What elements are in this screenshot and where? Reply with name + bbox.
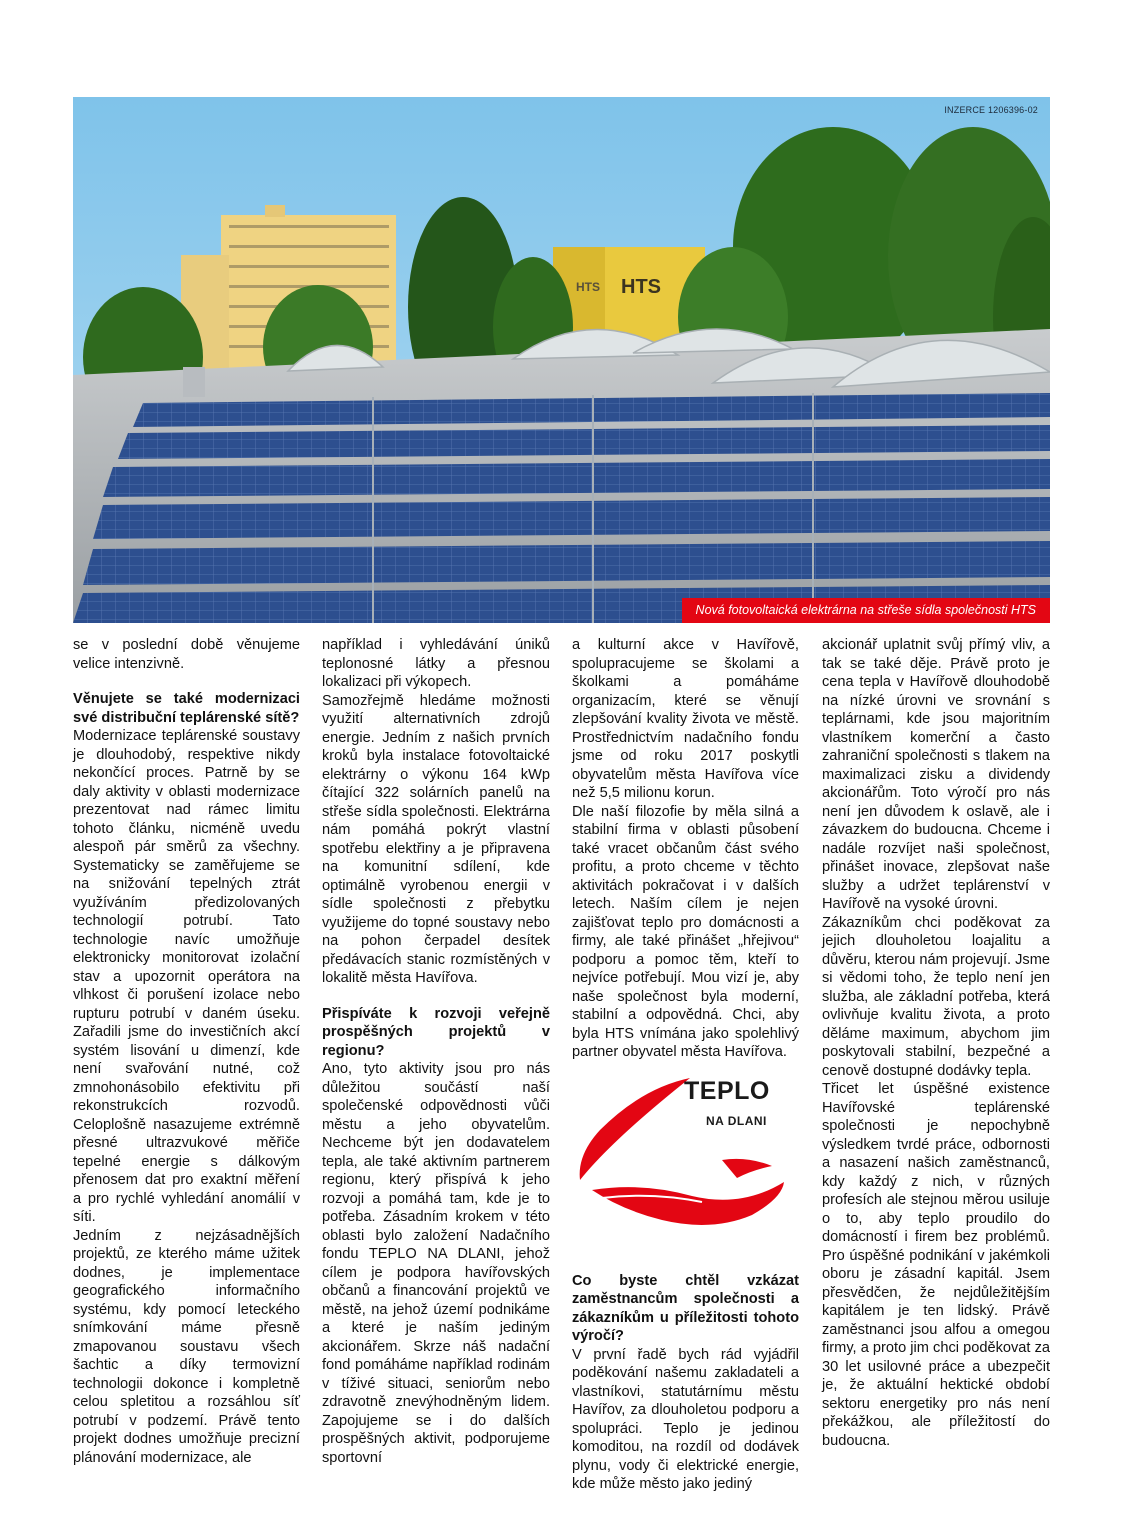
teplo-na-dlani-logo: [572, 1070, 799, 1230]
interview-question: Co byste chtěl vzkázat zaměstnancům společnosti a zákazníkům u příležitosti tohoto výročí?: [572, 1272, 799, 1344]
paragraph: Zákazníkům chci poděkovat za jejich dlouholetou loajalitu a důvěru, kterou nám projevují. Jsme si vědomi toho, že teplo není jen služba, ale základní potřeba, která ovlivňuje kvalitu života, a proto děláme maximum, abychom jim poskytovali stabilní, bezpečné a cenově dostupné dodávky tepla.: [822, 914, 1050, 1079]
paragraph: se v poslední době věnujeme velice intenzivně.: [73, 637, 300, 672]
paragraph: Dle naší filozofie by měla silná a stabilní firma v oblasti působení také vracet občanům část svého profitu, a proto chceme v těchto aktivitách pokračovat i v dalších letech. Naším cílem je nejen zajišťovat teplo pro domácnosti a firmy, ale také přinášet „hřejivou“ podporu a pomoc těm, kteří to nejvíce potřebují. Mou vizí je, aby naše společnost byla moderní, stabilní a odpovědná. Chci, aby byla HTS vnímána jako spolehlivý partner obyvatel města Havířova.: [572, 803, 799, 1060]
ad-identifier: INZERCE 1206396-02: [944, 105, 1038, 115]
solar-roof-illustration: [73, 97, 1050, 623]
paragraph: Třicet let úspěšné existence Havířovské teplárenské společnosti je nepochybně výsledkem tvrdé práce, odbornosti a nasazení našich zaměstnanců, kdy každý z nich, v různých profesích ale stejnou měrou usiluje o to, aby teplo proudilo do domácností i firem bez problémů. Pro úspěšné podnikání v jakémkoli oboru je zásadní kapitál. Jsem přesvědčen, že nejdůležitějším kapitálem je ten lidský. Právě zaměstnanci jsou alfou a omegou firmy, a proto jim chci poděkovat za 30 let usilovné práce a ubezpečit je, že aktuální hektické období sektoru energetiky pro nás není překážkou, ale příležitostí do budoucna.: [822, 1081, 1050, 1449]
column-3: [572, 636, 799, 1494]
paragraph: V první řadě bych rád vyjádřil poděkování našemu zakladateli a vlastníkovi, statutárnímu městu Havířov, za dlouholetou podporu a spolupráci. Teplo je jedinou komoditou, na rozdíl od dodávek plynu, vody či elektrické energie, kde může město jako jediný: [572, 1346, 799, 1492]
paragraph: Ano, tyto aktivity jsou pro nás důležitou součástí naší společenské odpovědnosti vůči městu a jeho obyvatelům. Nechceme být jen dodavatelem tepla, ale také aktivním partnerem regionu, který přispívá k jeho rozvoji a pomáhá tam, kde je to potřeba. Zásadním krokem v této oblasti bylo založení Nadačního fondu TEPLO NA DLANI, jehož cílem je podpora havířovských občanů a financování projektů ve městě, na jehož území podnikáme a které je naším jediným akcionářem. Skrze náš nadační fond pomáháme například rodinám v tíživé situaci, seniorům nebo zdravotně znevýhodněným lidem. Zapojujeme se i do dalších prospěšných aktivit, podporujeme sportovní: [322, 1061, 550, 1466]
paragraph: akcionář uplatnit svůj přímý vliv, a tak se také děje. Právě proto je cena tepla v Havířově dlouhodobě na nízké úrovni ve srovnání s teplárnami, kde jsou majoritním vlastníkem komerční a často zahraniční společnosti s tlakem na maximalizaci zisku a dividendy akcionářům. Toto výročí pro nás není jen důvodem k oslavě, ale i závazkem do budoucna. Chceme i nadále rozvíjet naši společnost, přinášet inovace, zlepšovat naše služby a udržet teplárenství v Havířově na vysoké úrovni.: [822, 637, 1050, 912]
paragraph: Modernizace teplárenské soustavy je dlouhodobý, respektive nikdy nekončící proces. Patrně by se daly aktivity v oblasti modernizace prezentovat nad rámec limitu tohoto článku, nicméně uvedu alespoň pár směrů za všechny. Systematicky se zaměřujeme se na snižování tepelných ztrát využíváním předizolovaných technologií potrubí. Tato technologie navíc umožňuje elektronicky monitorovat izolační stav a upozornit operátora na vlhkost či porušení izolace nebo rupturu potrubí v daném úseku. Zařadili jsme do investičních akcí systém lisování u dimenzí, kde není svařování nutné, což zmnohonásobilo efektivitu při rekonstrukcích rozvodů. Celoplošně nasazujeme extrémně přesné ultrazvukové měřiče tepelné energie s dálkovým přenosem dat pro exaktní měření a pro rychlé vyhledání anomálií v síti.: [73, 728, 300, 1225]
column-4: [822, 636, 1050, 1450]
photo-caption: Nová fotovoltaická elektrárna na střeše sídla společnosti HTS: [682, 598, 1050, 623]
logo-title: TEPLO: [684, 1076, 770, 1105]
svg-text:HTS: HTS: [621, 276, 661, 298]
svg-text:HTS: HTS: [576, 280, 600, 294]
paragraph: Jedním z nejzásadnějších projektů, ze kterého máme užitek dodnes, je implementace geografického informačního systému, kdy pomocí leteckého snímkování máme přesně zmapovanou soustavu všech šachtic a díky termovizní technologii dokonce i kompletně celou spletitou a rozsáhlou síť potrubí v podzemí. Právě tento projekt dodnes umožňuje precizní plánování modernizace, ale: [73, 1227, 300, 1466]
interview-question: Věnujete se také modernizaci své distribuční teplárenské sítě?: [73, 691, 300, 726]
paragraph: a kulturní akce v Havířově, spolupracujeme se školami a školkami a pomáháme organizacím, které se věnují zlepšování kvality života ve městě. Prostřednictvím nadačního fondu jsme od roku 2017 poskytli obyvatelům města Havířova více než 5,5 milionu korun.: [572, 637, 799, 801]
column-2: [322, 636, 550, 1467]
roof-vent: [183, 367, 205, 397]
hero-photo: [73, 97, 1050, 623]
logo-subtitle: NA DLANI: [706, 1113, 767, 1128]
interview-question: Přispíváte k rozvoji veřejně prospěšných projektů v regionu?: [322, 1005, 550, 1059]
column-1: [73, 636, 300, 1467]
paragraph: například i vyhledávání úniků teplonosné látky a přesnou lokalizaci při výkopech.: [322, 637, 550, 690]
paragraph: Samozřejmě hledáme možnosti využití alternativních zdrojů energie. Jedním z našich prvních kroků byla instalace fotovoltaické elektrárny o výkonu 164 kWp čítající 322 solárních panelů na střeše sídla společnosti. Elektrárna nám pomáhá pokrýt vlastní spotřebu elektřiny a je připravena na komunitní sdílení, kde optimálně vyrobenou energii v sídle společnosti z přebytku využijeme do topné soustavy nebo na pohon čerpadel desítek předávacích stanic rozmístěných v lokalitě města Havířova.: [322, 692, 550, 986]
